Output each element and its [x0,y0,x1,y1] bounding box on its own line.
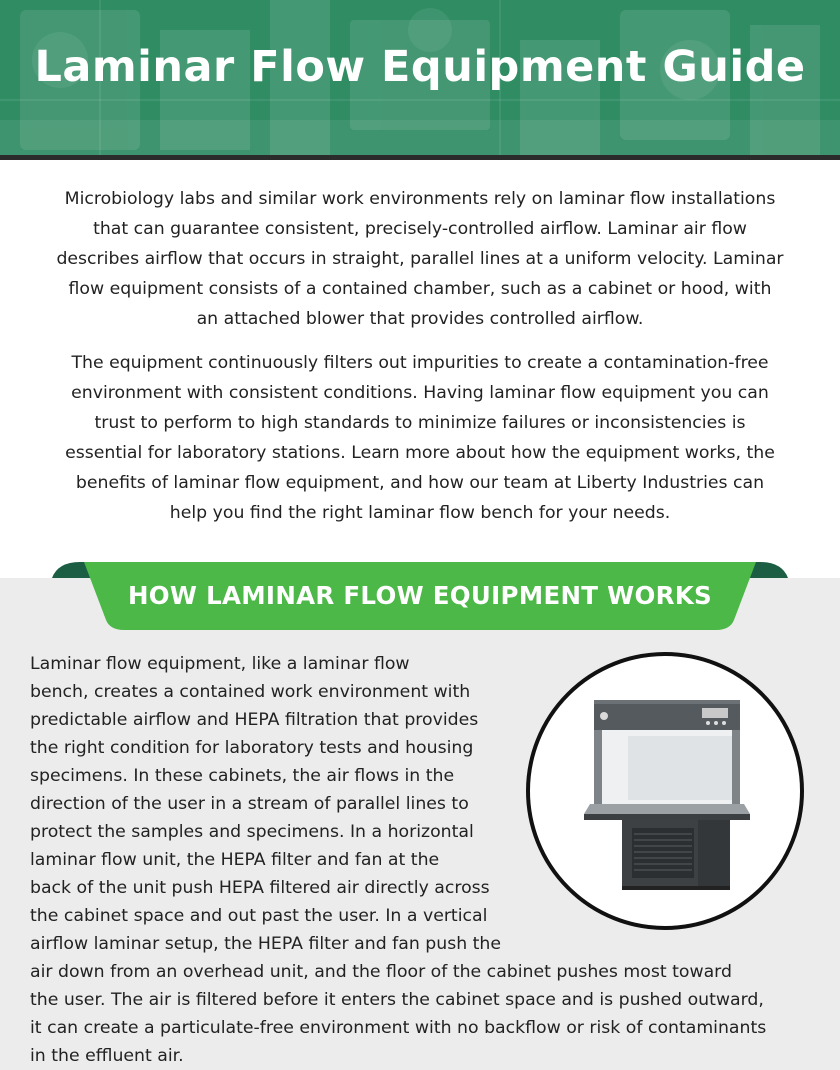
text-line: Laminar flow equipment, like a laminar flow [30,654,410,674]
text-line: airflow laminar setup, the HEPA filter and fan push the [30,934,502,954]
text-line: protect the samples and specimens. In a horizontal [30,822,474,842]
text-line: flow equipment consists of a contained chamber, such as a cabinet or hood, with [68,279,772,299]
text-line: laminar flow unit, the HEPA filter and fan at the [30,850,440,870]
section-heading: HOW LAMINAR FLOW EQUIPMENT WORKS [127,581,712,610]
text-line: Microbiology labs and similar work environments rely on laminar flow installations [64,189,776,209]
section-banner [0,560,840,632]
text-line: that can guarantee consistent, precisely-controlled airflow. Laminar air flow [93,219,747,239]
text-line: trust to perform to high standards to minimize failures or inconsistencies is [94,413,746,433]
laminar-flow-bench-illustration [530,656,800,926]
text-line: the user. The air is filtered before it enters the cabinet space and is pushed outward, [30,990,764,1010]
text-line: essential for laboratory stations. Learn more about how the equipment works, the [65,443,775,463]
hero-header [0,0,840,155]
text-line: air down from an overhead unit, and the floor of the cabinet pushes most toward [30,962,732,982]
text-line: specimens. In these cabinets, the air flows in the [30,766,455,786]
text-line: an attached blower that provides controlled airflow. [196,309,644,329]
text-line: The equipment continuously filters out impurities to create a contamination-free [71,353,769,373]
text-line: predictable airflow and HEPA filtration that provides [30,710,479,730]
text-line: back of the unit push HEPA filtered air directly across [30,878,490,898]
text-line: environment with consistent conditions. Having laminar flow equipment you can [71,383,769,403]
text-line: the right condition for laboratory tests and housing [30,738,474,758]
page-title: Laminar Flow Equipment Guide [34,42,806,92]
text-line: describes airflow that occurs in straight, parallel lines at a uniform velocity. Laminar [56,249,784,269]
text-line: in the effluent air. [30,1046,184,1066]
text-line: benefits of laminar flow equipment, and how our team at Liberty Industries can [75,473,765,493]
laminar-flow-bench-image [526,652,804,930]
text-line: the cabinet space and out past the user. In a vertical [30,906,488,926]
intro-paragraph-1 [22,184,818,334]
text-line: it can create a particulate-free environment with no backflow or risk of contaminants [30,1018,767,1038]
text-line: help you find the right laminar flow bench for your needs. [169,503,671,523]
text-line: bench, creates a contained work environment with [30,682,471,702]
intro-paragraph-2 [22,348,818,528]
intro-section [0,160,840,528]
text-line: direction of the user in a stream of parallel lines to [30,794,469,814]
